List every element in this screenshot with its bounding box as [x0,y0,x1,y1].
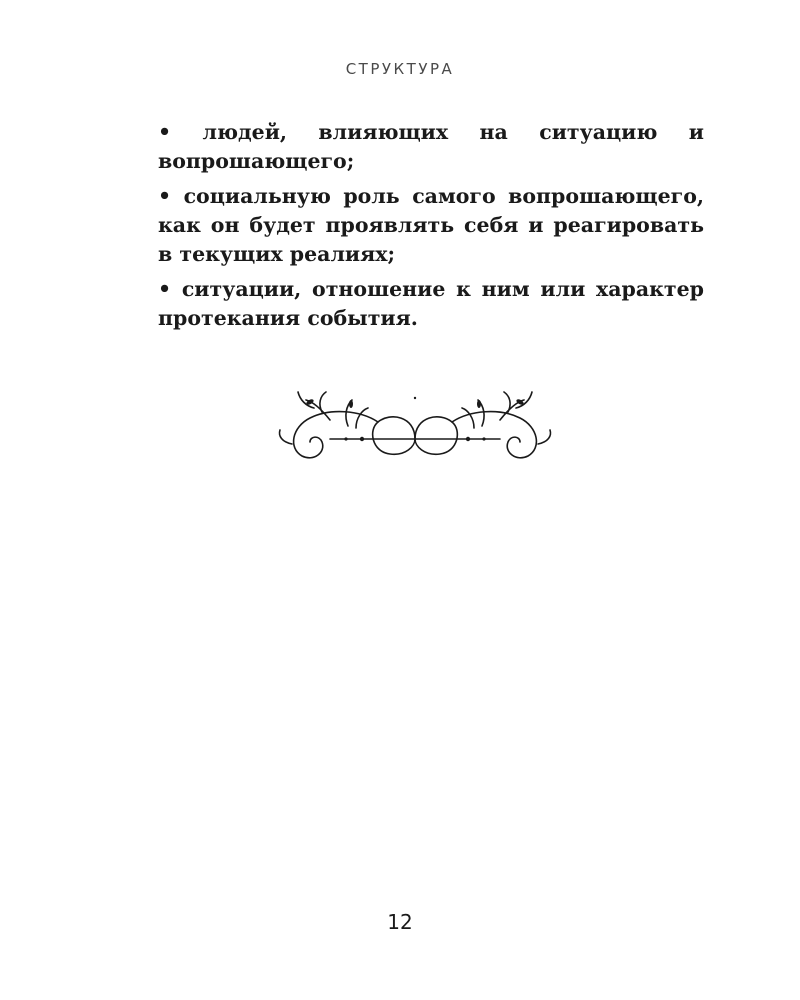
body-text [158,118,704,339]
running-title: СТРУКТУРА [345,60,455,78]
bullet-paragraph: • людей, влияющих на ситуацию и вопрошающего; [158,120,704,173]
bullet-paragraph: • социальную роль самого вопрошающего, как он будет проявлять себя и реагировать в текущих реалиях; [158,184,704,266]
floral-scroll-divider-icon [270,382,560,472]
bullet-paragraph: • ситуации, отношение к ним или характер протекания события. [158,277,704,330]
page-number: 12 [387,910,413,934]
